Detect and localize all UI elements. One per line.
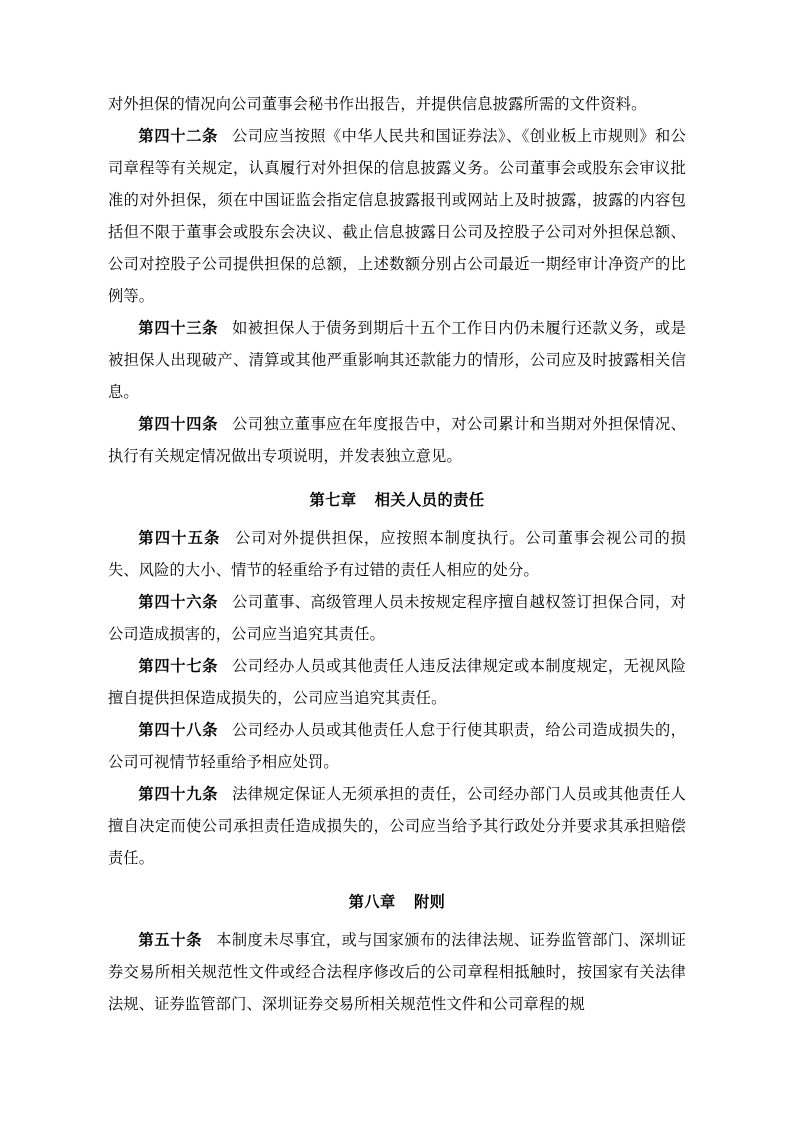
article-number: 第四十二条 bbox=[138, 127, 219, 145]
body-paragraph bbox=[108, 88, 686, 120]
article-paragraph bbox=[108, 120, 686, 312]
paragraph-text: 公司应当按照《中华人民共和国证券法》、《创业板上市规则》和公司章程等有关规定，认真履行对外担保的信息披露义务。公司董事会或股东会审议批准的对外担保，须在中国证监会指定信息披露报刊或网站上及时披露，披露的内容包括但不限于董事会或股东会决议、截止信息披露日公司及控股子公司对外担保总额、公司对控股子公司提供担保的总额，上述数额分别占公司最近一期经审计净资产的比例等。 bbox=[108, 127, 686, 305]
paragraph-text: 法律规定保证人无须承担的责任，公司经办部门人员或其他责任人擅自决定而使公司承担责任造成损失的，公司应当给予其行政处分并要求其承担赔偿责任。 bbox=[108, 785, 687, 867]
article-paragraph bbox=[108, 586, 686, 650]
paragraph-text: 如被担保人于债务到期后十五个工作日内仍未履行还款义务，或是被担保人出现破产、清算或其他严重影响其还款能力的情形，公司应及时披露相关信息。 bbox=[108, 319, 687, 401]
article-number: 第四十九条 bbox=[138, 785, 219, 803]
article-paragraph bbox=[108, 714, 686, 778]
article-paragraph bbox=[108, 650, 686, 714]
paragraph-text: 公司独立董事应在年度报告中，对公司累计和当期对外担保情况、执行有关规定情况做出专项说明，并发表独立意见。 bbox=[108, 415, 687, 465]
article-number: 第四十七条 bbox=[138, 657, 219, 675]
paragraph-text: 公司董事、高级管理人员未按规定程序擅自越权签订担保合同，对公司造成损害的，公司应当追究其责任。 bbox=[108, 593, 687, 643]
chapter-number: 第八章 bbox=[348, 893, 396, 911]
chapter-number: 第七章 bbox=[309, 491, 357, 509]
chapter-heading bbox=[108, 886, 686, 918]
paragraph-text: 公司对外提供担保，应按照本制度执行。公司董事会视公司的损失、风险的大小、情节的轻重给予有过错的责任人相应的处分。 bbox=[108, 529, 686, 579]
article-paragraph bbox=[108, 924, 686, 1020]
article-number: 第五十条 bbox=[138, 931, 203, 949]
paragraph-text: 公司经办人员或其他责任人怠于行使其职责，给公司造成损失的，公司可视情节轻重给予相应处罚。 bbox=[108, 721, 687, 771]
article-paragraph bbox=[108, 312, 686, 408]
paragraph-text: 公司经办人员或其他责任人违反法律规定或本制度规定，无视风险擅自提供担保造成损失的，公司应当追究其责任。 bbox=[108, 657, 687, 707]
paragraph-text: 对外担保的情况向公司董事会秘书作出报告，并提供信息披露所需的文件资料。 bbox=[108, 95, 647, 113]
document-body bbox=[108, 88, 686, 1020]
article-paragraph bbox=[108, 408, 686, 472]
chapter-title: 相关人员的责任 bbox=[374, 491, 485, 509]
article-number: 第四十五条 bbox=[138, 529, 221, 547]
article-number: 第四十八条 bbox=[138, 721, 219, 739]
article-number: 第四十六条 bbox=[138, 593, 219, 611]
article-number: 第四十三条 bbox=[138, 319, 219, 337]
chapter-heading bbox=[108, 484, 686, 516]
paragraph-text: 本制度未尽事宜，或与国家颁布的法律法规、证券监管部门、深圳证券交易所相关规范性文件或经合法程序修改后的公司章程相抵触时，按国家有关法律法规、证券监管部门、深圳证券交易所相关规范性文件和公司章程的规 bbox=[108, 931, 686, 1013]
article-number: 第四十四条 bbox=[138, 415, 219, 433]
chapter-title: 附则 bbox=[413, 893, 446, 911]
article-paragraph bbox=[108, 778, 686, 874]
article-paragraph bbox=[108, 522, 686, 586]
